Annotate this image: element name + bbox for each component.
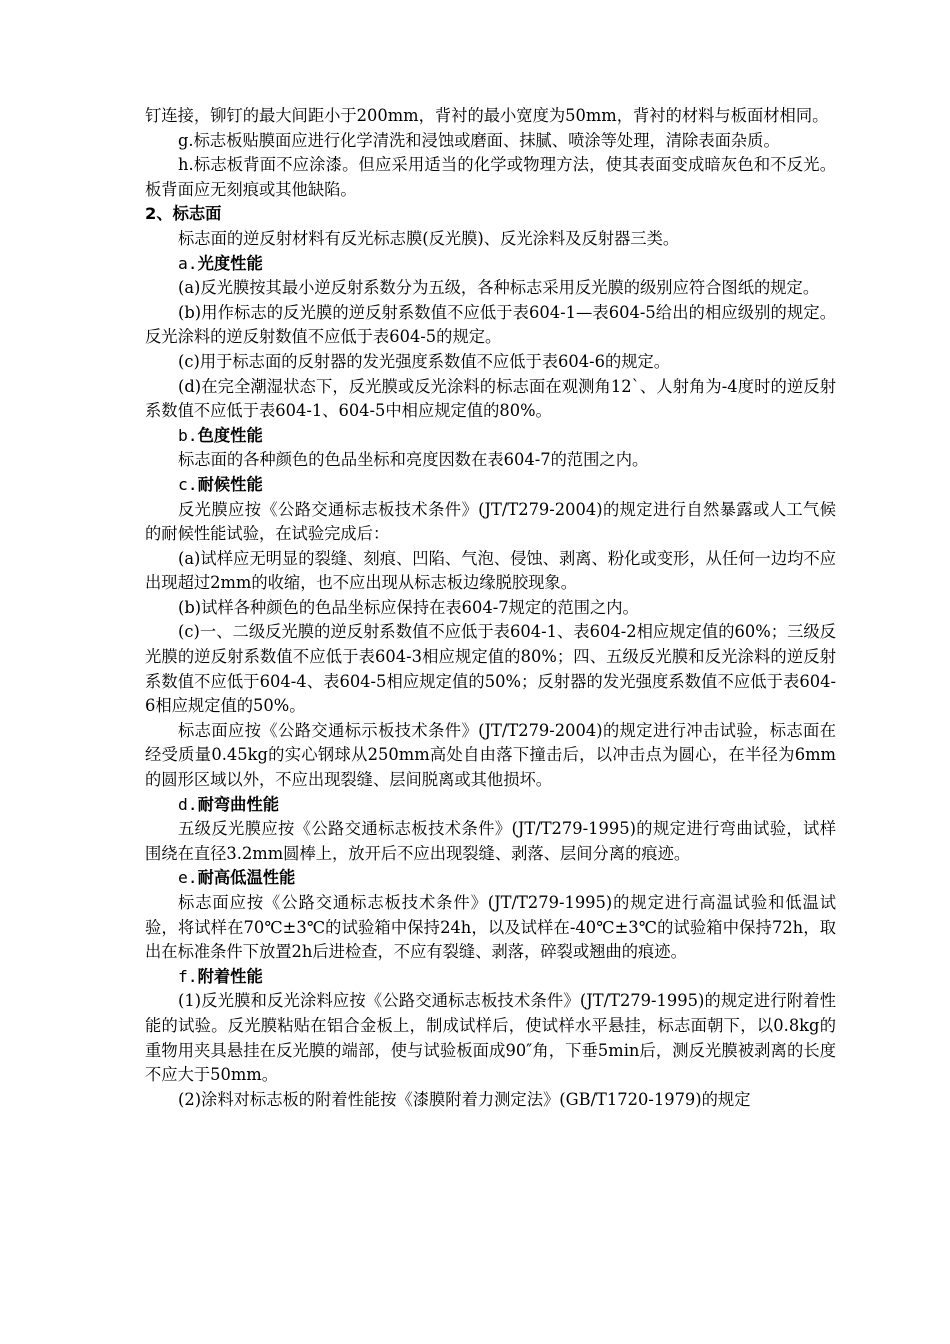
paragraph-c1: (a)试样应无明显的裂缝、刻痕、凹陷、气泡、侵蚀、剥离、粉化或变形，从任何一边均不应出现超过2mm的收缩，也不应出现从标志板边缘脱胶现象。 — [145, 548, 836, 593]
subheading-title: 光度性能 — [197, 253, 263, 273]
subheading-c — [145, 473, 836, 498]
paragraph-c4: 标志面应按《公路交通标示板技术条件》(JT/T279-2004)的规定进行冲击试验，标志面在经受质量0.45kg的实心钢球从250mm高处自由落下撞击后，以冲击点为圆心，在半径为6mm的圆形区域以外，不应出现裂缝、层间脱离或其他损坏。 — [145, 720, 836, 790]
section-heading: 2、标志面 — [145, 204, 222, 224]
paragraph-g: g.标志板贴膜面应进行化学清洗和浸蚀或磨面、抹腻、喷涂等处理，清除表面杂质。 — [178, 130, 780, 150]
subheading-e — [145, 866, 836, 891]
paragraph-f1: (1)反光膜和反光涂料应按《公路交通标志板技术条件》(JT/T279-1995)的规定进行附着性能的试验。反光膜粘贴在铝合金板上，制成试样后，使试样水平悬挂，标志面朝下，以0.8kg的重物用夹具悬挂在反光膜的端部，使与试验板面成90″角，下垂5min后，测反光膜被剥离的长度不应大于50mm。 — [145, 991, 836, 1085]
paragraph-c-intro: 反光膜应按《公路交通标志板技术条件》(JT/T279-2004)的规定进行自然暴露或人工气候的耐候性能试验，在试验完成后： — [145, 499, 836, 544]
paragraph-f2: (2)涂料对标志板的附着性能按《漆膜附着力测定法》(GB/T1720-1979)的规定 — [178, 1089, 751, 1109]
subheading-b — [145, 424, 836, 449]
paragraph-c3: (c)一、二级反光膜的逆反射系数值不应低于表604-1、表604-2相应规定值的60%；三级反光膜的逆反射系数值不应低于表604-3相应规定值的80%；四、五级反光膜和反光涂料的逆反射系数值不应低于604-4、表604-5相应规定值的50%；反射器的发光强度系数值不应低于表604-6相应规定值的50%。 — [145, 622, 836, 716]
paragraph-a3: (c)用于标志面的反射器的发光强度系数值不应低于表604-6的规定。 — [178, 351, 671, 371]
subheading-label: e. — [178, 868, 198, 888]
subheading-label: d. — [178, 794, 198, 814]
subheading-title: 色度性能 — [197, 425, 263, 445]
subheading-label: a. — [178, 253, 198, 273]
subheading-label: f. — [178, 966, 198, 986]
subheading-d — [145, 793, 836, 818]
paragraph-c2: (b)试样各种颜色的色品坐标应保持在表604-7规定的范围之内。 — [178, 597, 639, 617]
paragraph-d1: 五级反光膜应按《公路交通标志板技术条件》(JT/T279-1995)的规定进行弯曲试验，试样围绕在直径3.2mm圆棒上，放开后不应出现裂缝、剥落、层间分离的痕迹。 — [145, 819, 836, 863]
subheading-title: 耐高低温性能 — [197, 868, 296, 888]
paragraph-h: h.标志板背面不应涂漆。但应采用适当的化学或物理方法，使其表面变成暗灰色和不反光。板背面应无刻痕或其他缺陷。 — [145, 155, 836, 199]
subheading-a — [145, 252, 836, 277]
paragraph-a4: (d)在完全潮湿状态下，反光膜或反光涂料的标志面在观测角12`、人射角为-4度时的逆反射系数值不应低于表604-1、604-5中相应规定值的80%。 — [145, 376, 836, 421]
paragraph-b1: 标志面的各种颜色的色品坐标和亮度因数在表604-7的范围之内。 — [178, 450, 649, 470]
subheading-label: b. — [178, 425, 198, 445]
subheading-label: c. — [178, 474, 198, 494]
paragraph-e1: 标志面应按《公路交通标志板技术条件》(JT/T279-1995)的规定进行高温试验和低温试验，将试样在70℃±3℃的试验箱中保持24h，以及试样在-40℃±3℃的试验箱中保持72h，取出在标准条件下放置2h后进检查，不应有裂缝、剥落，碎裂或翘曲的痕迹。 — [145, 893, 836, 962]
subheading-title: 耐候性能 — [197, 474, 263, 494]
subheading-f — [145, 965, 836, 990]
section-intro: 标志面的逆反射材料有反光标志膜(反光膜)、反光涂料及反射器三类。 — [178, 228, 680, 248]
paragraph-rivet: 钉连接，铆钉的最大间距小于200mm，背衬的最小宽度为50mm，背衬的材料与板面材相同。 — [145, 106, 829, 125]
paragraph-a2: (b)用作标志的反光膜的逆反射系数值不应低于表604-1—表604-5给出的相应级别的规定。反光涂料的逆反射数值不应低于表604-5的规定。 — [145, 302, 836, 347]
paragraph-a1: (a)反光膜按其最小逆反射系数分为五级，各种标志采用反光膜的级别应符合图纸的规定。 — [178, 278, 820, 298]
subheading-title: 耐弯曲性能 — [197, 794, 280, 814]
subheading-title: 附着性能 — [197, 966, 263, 986]
